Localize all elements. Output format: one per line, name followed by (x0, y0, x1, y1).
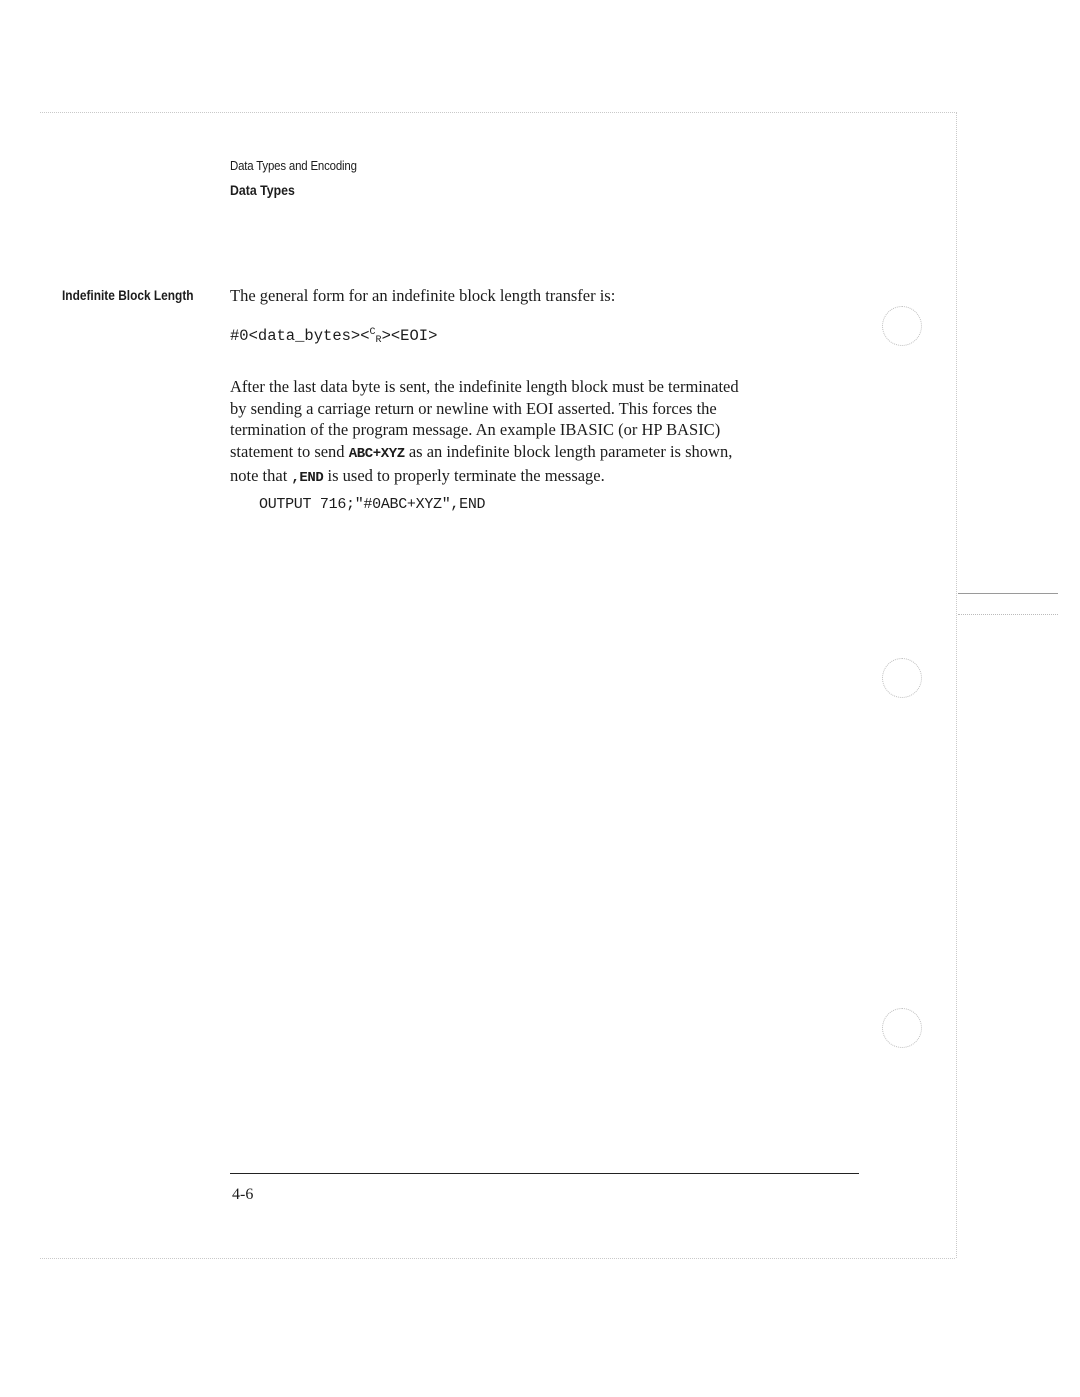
paragraph-line: termination of the program message. An example IBASIC (or HP BASIC) (230, 420, 721, 439)
page-number: 4-6 (232, 1186, 254, 1203)
inline-code: ABC+XYZ (348, 445, 405, 462)
text-span: statement to send (230, 441, 349, 461)
side-heading: Indefinite Block Length (62, 287, 194, 303)
syntax-sup: C (369, 327, 376, 338)
text-span: as an indefinite block length parameter is shown, (404, 441, 733, 461)
footer-rule (230, 1173, 859, 1174)
syntax-suffix: ><EOI> (381, 327, 438, 345)
page-border-top (40, 112, 955, 113)
paragraph-line (230, 441, 739, 466)
binder-hole (882, 306, 922, 346)
paragraph-line: After the last data byte is sent, the indefinite length block must be terminated (230, 377, 739, 396)
text-span: note that (230, 466, 292, 485)
intro-text: The general form for an indefinite block length transfer is: (230, 286, 616, 305)
page-title: Data Types (230, 182, 295, 198)
paragraph-line (230, 465, 739, 490)
code-example: OUTPUT 716;"#0ABC+XYZ",END (259, 496, 486, 513)
page-border-bottom (40, 1258, 955, 1259)
paragraph-line: by sending a carriage return or newline with EOI asserted. This forces the (230, 398, 717, 418)
inline-code: ,END (291, 470, 324, 486)
syntax-form (230, 327, 437, 346)
tab-mark (958, 593, 1058, 594)
running-header-section: Data Types and Encoding (230, 158, 357, 173)
text-span: is used to properly terminate the message. (323, 466, 605, 485)
syntax-sub: R (375, 335, 382, 346)
binder-hole (882, 1008, 922, 1048)
syntax-prefix: #0<data_bytes>< (230, 327, 370, 345)
body-paragraph (230, 376, 739, 490)
page-border-right (956, 112, 957, 1258)
tab-mark-dotted (958, 614, 1058, 615)
binder-hole (882, 658, 922, 698)
